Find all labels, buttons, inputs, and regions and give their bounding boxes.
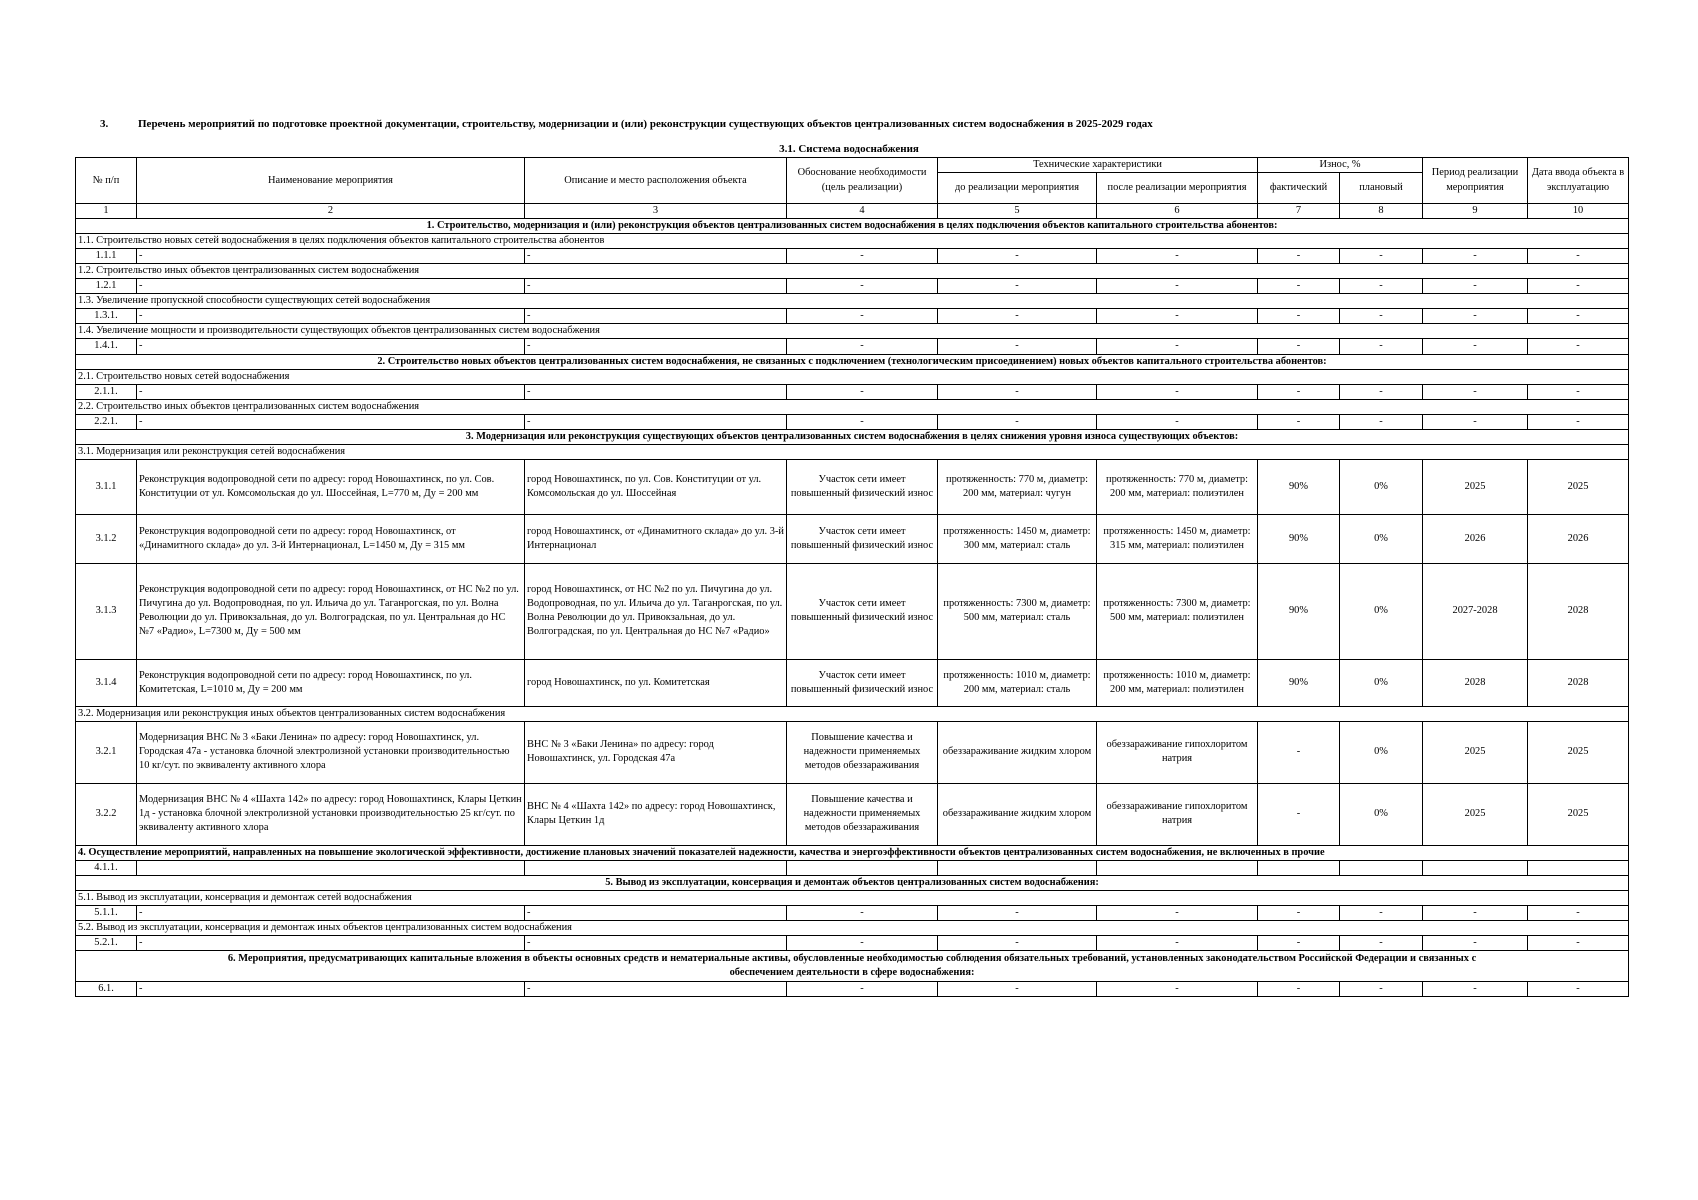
header-period: Период реализации мероприятия <box>1423 158 1528 204</box>
cell-after: - <box>1097 249 1258 264</box>
subsection-title: 3.2. Модернизация или реконструкция иных объектов централизованных систем водоснабжения <box>76 706 1629 721</box>
cell-period: 2027-2028 <box>1423 563 1528 659</box>
table-row <box>76 414 1629 429</box>
cell-before: - <box>938 414 1097 429</box>
cell-wear-plan: 0% <box>1340 721 1423 783</box>
table-row <box>76 936 1629 951</box>
cell-period: 2025 <box>1423 783 1528 845</box>
cell-date: 2028 <box>1528 659 1629 706</box>
subsection-title: 1.1. Строительство новых сетей водоснабжения в целях подключения объектов капитального строительства абонентов <box>76 234 1629 249</box>
cell-reason: - <box>787 384 938 399</box>
row-num: 2.1.1. <box>76 384 137 399</box>
section-title-line-2: обеспечением деятельности в сфере водоснабжения: <box>729 967 975 979</box>
cell-period: - <box>1423 279 1528 294</box>
cell-before: - <box>938 279 1097 294</box>
table-row <box>76 721 1629 783</box>
cell-after: - <box>1097 279 1258 294</box>
row-num: 1.4.1. <box>76 339 137 354</box>
header-wear-plan: плановый <box>1340 173 1423 204</box>
subsection-title: 2.1. Строительство новых сетей водоснабжения <box>76 369 1629 384</box>
cell-after: протяженность: 7300 м, диаметр: 500 мм, материал: полиэтилен <box>1097 563 1258 659</box>
cell-name: - <box>137 414 525 429</box>
row-num: 3.2.1 <box>76 721 137 783</box>
cell-wear-actual: 90% <box>1258 459 1340 514</box>
colnum-8: 8 <box>1340 204 1423 219</box>
section-title <box>76 951 1629 982</box>
cell-wear-plan: - <box>1340 906 1423 921</box>
heading-text: Перечень мероприятий по подготовке проектной документации, строительству, модернизации и (или) реконструкции существующих объектов централизованных систем водоснабжения в 2025-2029 годах <box>138 118 1153 130</box>
cell-desc: город Новошахтинск, от «Динамитного склада» до ул. 3-й Интернационал <box>525 514 787 563</box>
cell-period: - <box>1423 384 1528 399</box>
table-row <box>76 783 1629 845</box>
section-row-5 <box>76 875 1629 890</box>
header-wear: Износ, % <box>1258 158 1423 173</box>
cell-wear-actual: 90% <box>1258 563 1340 659</box>
row-num: 1.1.1 <box>76 249 137 264</box>
cell-after: - <box>1097 384 1258 399</box>
cell-name: - <box>137 384 525 399</box>
cell-before: протяженность: 1010 м, диаметр: 200 мм, материал: сталь <box>938 659 1097 706</box>
table-row <box>76 514 1629 563</box>
cell-date <box>1528 860 1629 875</box>
cell-before: - <box>938 906 1097 921</box>
cell-period: 2025 <box>1423 721 1528 783</box>
cell-wear-plan <box>1340 860 1423 875</box>
table-row <box>76 309 1629 324</box>
section-title: 2. Строительство новых объектов централизованных систем водоснабжения, не связанных с подключением (технологическим присоединением) новых объектов капитального строительства абонентов: <box>76 354 1629 369</box>
cell-desc: - <box>525 906 787 921</box>
cell-before: - <box>938 309 1097 324</box>
colnum-5: 5 <box>938 204 1097 219</box>
cell-before: протяженность: 7300 м, диаметр: 500 мм, материал: сталь <box>938 563 1097 659</box>
table-row <box>76 249 1629 264</box>
cell-period <box>1423 860 1528 875</box>
header-tech-before: до реализации мероприятия <box>938 173 1097 204</box>
cell-wear-actual: 90% <box>1258 659 1340 706</box>
row-num: 1.2.1 <box>76 279 137 294</box>
cell-date: 2025 <box>1528 459 1629 514</box>
cell-date: 2026 <box>1528 514 1629 563</box>
subsection-row-5-2 <box>76 921 1629 936</box>
cell-name: Реконструкция водопроводной сети по адресу: город Новошахтинск, от «Динамитного склада» до ул. 3-й Интернационал, L=1450 м, Ду = 315 мм <box>137 514 525 563</box>
cell-before: протяженность: 770 м, диаметр: 200 мм, материал: чугун <box>938 459 1097 514</box>
section-title: 4. Осуществление мероприятий, направленных на повышение экологической эффективности, достижение плановых значений показателей надежности, качества и энергоэффективности объектов централизованных систем водоснабжения, не включенных в прочие <box>76 845 1629 860</box>
cell-after: - <box>1097 414 1258 429</box>
cell-period: - <box>1423 936 1528 951</box>
section-title: 5. Вывод из эксплуатации, консервация и демонтаж объектов централизованных систем водоснабжения: <box>76 875 1629 890</box>
cell-reason: Повышение качества и надежности применяемых методов обеззараживания <box>787 783 938 845</box>
row-num: 1.3.1. <box>76 309 137 324</box>
cell-wear-actual: - <box>1258 309 1340 324</box>
section-row-6 <box>76 951 1629 982</box>
cell-reason: Повышение качества и надежности применяемых методов обеззараживания <box>787 721 938 783</box>
cell-wear-plan: - <box>1340 414 1423 429</box>
cell-name: - <box>137 982 525 997</box>
cell-after: протяженность: 1450 м, диаметр: 315 мм, материал: полиэтилен <box>1097 514 1258 563</box>
cell-name: - <box>137 279 525 294</box>
row-num: 2.2.1. <box>76 414 137 429</box>
cell-reason: - <box>787 414 938 429</box>
subsection-title: 2.2. Строительство иных объектов централизованных систем водоснабжения <box>76 399 1629 414</box>
colnum-7: 7 <box>1258 204 1340 219</box>
cell-desc: - <box>525 309 787 324</box>
cell-reason: - <box>787 249 938 264</box>
row-num: 4.1.1. <box>76 860 137 875</box>
section-row-4 <box>76 845 1629 860</box>
cell-desc <box>525 860 787 875</box>
table-row <box>76 982 1629 997</box>
subsection-row-3-2 <box>76 706 1629 721</box>
cell-after: - <box>1097 906 1258 921</box>
subsection-title: 3.1. Модернизация или реконструкция сетей водоснабжения <box>76 444 1629 459</box>
cell-before: обеззараживание жидким хлором <box>938 721 1097 783</box>
table-header-row <box>76 158 1629 173</box>
cell-name: Модернизация ВНС № 4 «Шахта 142» по адресу: город Новошахтинск, Клары Цеткин 1д - установка блочной электролизной установки производительностью 25 кг/сут. по эквиваленту активного хлора <box>137 783 525 845</box>
cell-date: - <box>1528 249 1629 264</box>
cell-wear-plan: 0% <box>1340 783 1423 845</box>
cell-period: - <box>1423 309 1528 324</box>
cell-name <box>137 860 525 875</box>
cell-name: - <box>137 906 525 921</box>
table-row <box>76 459 1629 514</box>
colnum-6: 6 <box>1097 204 1258 219</box>
row-num: 3.1.2 <box>76 514 137 563</box>
cell-wear-plan: - <box>1340 339 1423 354</box>
table-row <box>76 384 1629 399</box>
table-row <box>76 279 1629 294</box>
subsection-title: 1.3. Увеличение пропускной способности существующих сетей водоснабжения <box>76 294 1629 309</box>
cell-desc: - <box>525 249 787 264</box>
subsection-row-1-4 <box>76 324 1629 339</box>
row-num: 5.1.1. <box>76 906 137 921</box>
cell-period: - <box>1423 414 1528 429</box>
cell-name: Модернизация ВНС № 3 «Баки Ленина» по адресу: город Новошахтинск, ул. Городская 47а - установка блочной электролизной установки производительностью 10 кг/сут. по эквиваленту активного хлора <box>137 721 525 783</box>
cell-desc: город Новошахтинск, по ул. Комитетская <box>525 659 787 706</box>
cell-wear-actual: - <box>1258 279 1340 294</box>
cell-date: 2025 <box>1528 721 1629 783</box>
cell-reason <box>787 860 938 875</box>
header-reason: Обоснование необходимости (цель реализации) <box>787 158 938 204</box>
row-num: 5.2.1. <box>76 936 137 951</box>
cell-after: - <box>1097 339 1258 354</box>
cell-after: протяженность: 1010 м, диаметр: 200 мм, материал: полиэтилен <box>1097 659 1258 706</box>
header-num: № п/п <box>76 158 137 204</box>
cell-period: - <box>1423 982 1528 997</box>
cell-period: 2028 <box>1423 659 1528 706</box>
cell-wear-actual: - <box>1258 783 1340 845</box>
cell-wear-plan: 0% <box>1340 514 1423 563</box>
cell-before: - <box>938 339 1097 354</box>
cell-wear-plan: - <box>1340 309 1423 324</box>
measures-table <box>75 157 1629 997</box>
row-num: 3.2.2 <box>76 783 137 845</box>
header-tech: Технические характеристики <box>938 158 1258 173</box>
cell-date: - <box>1528 384 1629 399</box>
header-tech-after: после реализации мероприятия <box>1097 173 1258 204</box>
cell-reason: Участок сети имеет повышенный физический износ <box>787 659 938 706</box>
cell-reason: - <box>787 936 938 951</box>
cell-desc: - <box>525 936 787 951</box>
cell-desc: - <box>525 982 787 997</box>
cell-wear-actual: - <box>1258 982 1340 997</box>
cell-name: Реконструкция водопроводной сети по адресу: город Новошахтинск, по ул. Комитетская, L=1010 м, Ду = 200 мм <box>137 659 525 706</box>
cell-before: - <box>938 936 1097 951</box>
cell-name: - <box>137 309 525 324</box>
table-row <box>76 339 1629 354</box>
cell-after: - <box>1097 936 1258 951</box>
cell-desc: город Новошахтинск, от НС №2 по ул. Пичугина до ул. Водопроводная, по ул. Ильича до ул. Таганрогская, по ул. Волна Революции до ул. Привокзальная, до ул. Волгоградская, по ул. Центральная до НС №7 «Радио» <box>525 563 787 659</box>
cell-reason: Участок сети имеет повышенный физический износ <box>787 514 938 563</box>
subsection-row-5-1 <box>76 891 1629 906</box>
cell-date: - <box>1528 906 1629 921</box>
cell-wear-actual: - <box>1258 721 1340 783</box>
row-num: 3.1.1 <box>76 459 137 514</box>
cell-date: 2025 <box>1528 783 1629 845</box>
cell-before: - <box>938 249 1097 264</box>
document-heading <box>100 118 1153 130</box>
cell-name: - <box>137 249 525 264</box>
cell-after: протяженность: 770 м, диаметр: 200 мм, материал: полиэтилен <box>1097 459 1258 514</box>
cell-reason: - <box>787 309 938 324</box>
table-row <box>76 659 1629 706</box>
cell-date: - <box>1528 279 1629 294</box>
subsection-title: 5.2. Вывод из эксплуатации, консервация и демонтаж иных объектов централизованных систем водоснабжения <box>76 921 1629 936</box>
cell-period: 2025 <box>1423 459 1528 514</box>
cell-desc: ВНС № 4 «Шахта 142» по адресу: город Новошахтинск, Клары Цеткин 1д <box>525 783 787 845</box>
cell-period: 2026 <box>1423 514 1528 563</box>
cell-name: - <box>137 339 525 354</box>
subsection-row-1-1 <box>76 234 1629 249</box>
subsection-title: 1.4. Увеличение мощности и производительности существующих объектов централизованных систем водоснабжения <box>76 324 1629 339</box>
colnum-4: 4 <box>787 204 938 219</box>
cell-period: - <box>1423 339 1528 354</box>
section-title: 1. Строительство, модернизация и (или) реконструкция объектов централизованных систем водоснабжения в целях подключения объектов капитального строительства абонентов: <box>76 219 1629 234</box>
subsection-title: 5.1. Вывод из эксплуатации, консервация и демонтаж сетей водоснабжения <box>76 891 1629 906</box>
cell-wear-plan: - <box>1340 936 1423 951</box>
cell-name: - <box>137 936 525 951</box>
cell-desc: - <box>525 414 787 429</box>
cell-name: Реконструкция водопроводной сети по адресу: город Новошахтинск, по ул. Сов. Конституции от ул. Комсомольская до ул. Шоссейная, L=770 м, Ду = 200 мм <box>137 459 525 514</box>
table-row <box>76 860 1629 875</box>
cell-after: - <box>1097 309 1258 324</box>
cell-before: - <box>938 982 1097 997</box>
cell-date: - <box>1528 309 1629 324</box>
cell-desc: - <box>525 384 787 399</box>
cell-period: - <box>1423 906 1528 921</box>
cell-wear-actual: - <box>1258 339 1340 354</box>
cell-reason: - <box>787 906 938 921</box>
cell-desc: город Новошахтинск, по ул. Сов. Конституции от ул. Комсомольская до ул. Шоссейная <box>525 459 787 514</box>
colnum-3: 3 <box>525 204 787 219</box>
cell-wear-actual: - <box>1258 906 1340 921</box>
cell-wear-plan: 0% <box>1340 563 1423 659</box>
cell-reason: - <box>787 279 938 294</box>
cell-before: обеззараживание жидким хлором <box>938 783 1097 845</box>
cell-wear-actual: - <box>1258 249 1340 264</box>
subsection-row-3-1 <box>76 444 1629 459</box>
cell-name: Реконструкция водопроводной сети по адресу: город Новошахтинск, от НС №2 по ул. Пичугина до ул. Водопроводная, по ул. Ильича до ул. Таганрогская, по ул. Волна Революции до ул. Привокзальная, до ул. Волгоградская, по ул. Центральная до НС №7 «Радио», L=7300 м, Ду = 500 мм <box>137 563 525 659</box>
cell-wear-plan: - <box>1340 384 1423 399</box>
cell-period: - <box>1423 249 1528 264</box>
cell-reason: - <box>787 339 938 354</box>
section-row-3 <box>76 429 1629 444</box>
heading-number: 3. <box>100 118 109 130</box>
cell-reason: - <box>787 982 938 997</box>
colnum-1: 1 <box>76 204 137 219</box>
cell-reason: Участок сети имеет повышенный физический износ <box>787 459 938 514</box>
cell-wear-plan: 0% <box>1340 459 1423 514</box>
cell-after: обеззараживание гипохлоритом натрия <box>1097 783 1258 845</box>
header-date: Дата ввода объекта в эксплуатацию <box>1528 158 1629 204</box>
cell-wear-plan: - <box>1340 249 1423 264</box>
table-row <box>76 906 1629 921</box>
cell-date: - <box>1528 414 1629 429</box>
table-subtitle: 3.1. Система водоснабжения <box>779 143 919 155</box>
cell-wear-actual: - <box>1258 384 1340 399</box>
cell-wear-actual: - <box>1258 414 1340 429</box>
colnum-9: 9 <box>1423 204 1528 219</box>
cell-desc: - <box>525 279 787 294</box>
row-num: 3.1.4 <box>76 659 137 706</box>
cell-after: - <box>1097 982 1258 997</box>
subsection-row-2-1 <box>76 369 1629 384</box>
cell-date: - <box>1528 339 1629 354</box>
cell-desc: - <box>525 339 787 354</box>
column-numbers-row <box>76 204 1629 219</box>
cell-after: обеззараживание гипохлоритом натрия <box>1097 721 1258 783</box>
subsection-title: 1.2. Строительство иных объектов централизованных систем водоснабжения <box>76 264 1629 279</box>
cell-wear-plan: 0% <box>1340 659 1423 706</box>
colnum-2: 2 <box>137 204 525 219</box>
section-row-1 <box>76 219 1629 234</box>
header-wear-actual: фактический <box>1258 173 1340 204</box>
table-row <box>76 563 1629 659</box>
cell-wear-actual: - <box>1258 936 1340 951</box>
cell-desc: ВНС № 3 «Баки Ленина» по адресу: город Новошахтинск, ул. Городская 47а <box>525 721 787 783</box>
colnum-10: 10 <box>1528 204 1629 219</box>
section-row-2 <box>76 354 1629 369</box>
cell-before: - <box>938 384 1097 399</box>
cell-date: - <box>1528 936 1629 951</box>
header-desc: Описание и место расположения объекта <box>525 158 787 204</box>
section-title-line-1: 6. Мероприятия, предусматривающих капитальные вложения в объекты основных средств и нематериальные активы, обусловленные необходимостью соблюдения обязательных требований, установленных законодательством Российской Федерации и связанных с <box>227 953 1477 965</box>
cell-date: - <box>1528 982 1629 997</box>
subsection-row-2-2 <box>76 399 1629 414</box>
row-num: 6.1. <box>76 982 137 997</box>
cell-reason: Участок сети имеет повышенный физический износ <box>787 563 938 659</box>
cell-wear-actual <box>1258 860 1340 875</box>
cell-before <box>938 860 1097 875</box>
cell-after <box>1097 860 1258 875</box>
cell-wear-actual: 90% <box>1258 514 1340 563</box>
subsection-row-1-3 <box>76 294 1629 309</box>
header-name: Наименование мероприятия <box>137 158 525 204</box>
cell-before: протяженность: 1450 м, диаметр: 300 мм, материал: сталь <box>938 514 1097 563</box>
subsection-row-1-2 <box>76 264 1629 279</box>
section-title: 3. Модернизация или реконструкция существующих объектов централизованных систем водоснабжения в целях снижения уровня износа существующих объектов: <box>76 429 1629 444</box>
row-num: 3.1.3 <box>76 563 137 659</box>
cell-wear-plan: - <box>1340 279 1423 294</box>
cell-wear-plan: - <box>1340 982 1423 997</box>
cell-date: 2028 <box>1528 563 1629 659</box>
